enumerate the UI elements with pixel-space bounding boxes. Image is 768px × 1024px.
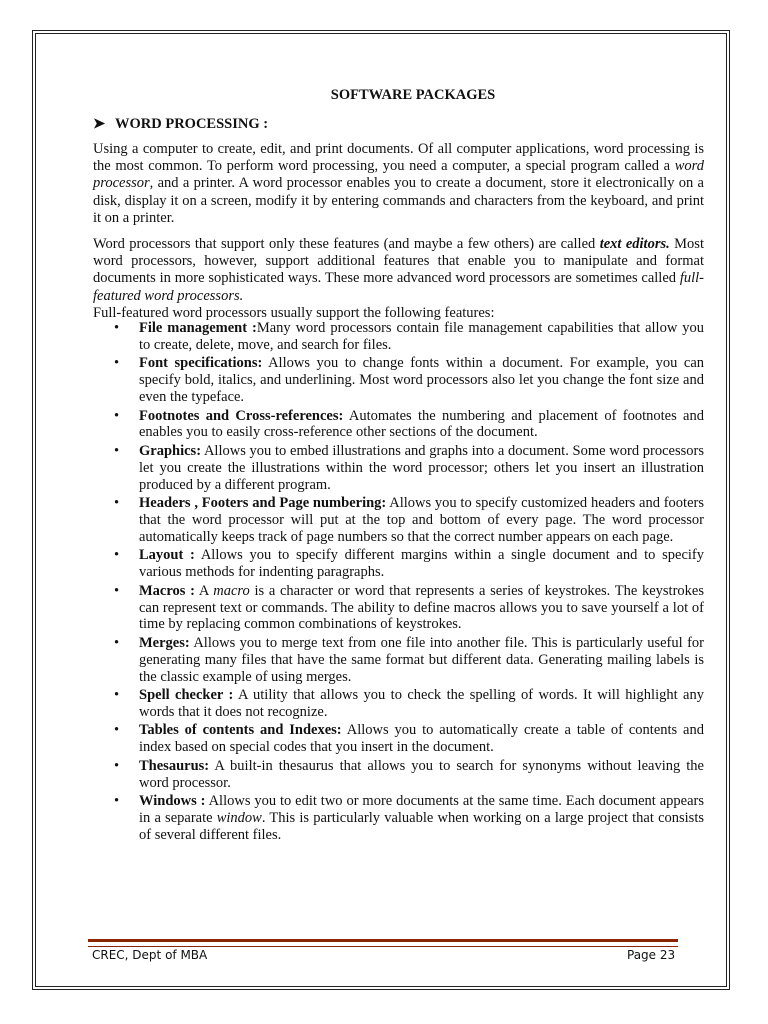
footer-department: CREC, Dept of MBA xyxy=(92,948,208,962)
list-item: • Layout : Allows you to specify different margins within a single document and to specify various methods for indenting paragraphs. xyxy=(114,547,704,581)
bullet-icon: • xyxy=(114,442,120,459)
page-heading: SOFTWARE PACKAGES xyxy=(330,87,496,103)
list-item: • Thesaurus: A built-in thesaurus that allows you to search for synonyms without leaving the word processor. xyxy=(114,757,704,791)
list-item: • File management :Many word processors contain file management capabilities that allow you to create, delete, move, and search for files. xyxy=(114,320,704,353)
bullet-icon: • xyxy=(114,792,120,809)
list-item: • Tables of contents and Indexes: Allows you to automatically create a table of contents and index based on special codes that you insert in the document. xyxy=(114,722,704,756)
intro-paragraph: Using a computer to create, edit, and print documents. Of all computer applications, word processing is the most common. To perform word processing, you need a computer, a special program called a word processor, and a printer. A word processor enables you to create a document, store it electronically on a disk, display it on a screen, modify it by entering commands and characters from the keyboard, and print it on a printer. xyxy=(93,141,704,226)
list-item: • Graphics: Allows you to embed illustrations and graphs into a document. Some word processors let you create the illustrations within the word processor; others let you insert an illustration produced by a different program. xyxy=(114,442,704,493)
section-heading xyxy=(93,116,268,133)
bullet-icon: • xyxy=(114,757,120,774)
bullet-icon: • xyxy=(114,320,120,336)
footer-page-number: Page 23 xyxy=(627,948,676,962)
bullet-icon: • xyxy=(114,687,120,704)
arrow-bullet-icon: ➤ xyxy=(93,116,106,132)
list-item: • Macros : A macro is a character or word that represents a series of keystrokes. The keystrokes can represent text or commands. The ability to define macros allows you to save yourself a lot of time by replacing common combinations of keystrokes. xyxy=(114,582,704,633)
bullet-icon: • xyxy=(114,495,120,512)
list-item: • Windows : Allows you to edit two or more documents at the same time. Each document appears in a separate window. This is particularly valuable when working on a large project that consists of several different files. xyxy=(114,792,704,843)
bullet-icon: • xyxy=(114,634,120,651)
bullet-icon: • xyxy=(114,355,120,372)
bullet-icon: • xyxy=(114,722,120,739)
list-item: • Headers , Footers and Page numbering: Allows you to specify customized headers and footers that the word processor will put at the top and bottom of every page. The word processor automatically keeps track of page numbers so that the correct number appears on each page. xyxy=(114,495,704,545)
list-item: • Merges: Allows you to merge text from one file into another file. This is particularly useful for generating many files that have the same format but different data. Generating mailing labels is the classic example of using merges. xyxy=(114,634,704,685)
bullet-icon: • xyxy=(114,547,120,564)
bullet-icon: • xyxy=(114,407,120,424)
features-list xyxy=(93,320,704,845)
list-item: • Font specifications: Allows you to change fonts within a document. For example, you can specify bold, italics, and underlining. Most word processors also let you change the font size and even the typeface. xyxy=(114,355,705,406)
bullet-icon: • xyxy=(114,582,120,599)
editors-paragraph: Word processors that support only these features (and maybe a few others) are called text editors. Most word processors, however, support additional features that enable you to manipulate and format documents in more sophisticated ways. These more advanced word processors are sometimes called full-featured word processors. Full-featured word processors usually support the following features: xyxy=(93,236,704,321)
section-title: WORD PROCESSING : xyxy=(115,116,269,132)
list-item: • Spell checker : A utility that allows you to check the spelling of words. It will highlight any words that it does not recognize. xyxy=(114,687,704,720)
list-item: • Footnotes and Cross-references: Automates the numbering and placement of footnotes and enables you to easily cross-reference other sections of the document. xyxy=(114,407,704,441)
footer-rule xyxy=(88,939,678,947)
